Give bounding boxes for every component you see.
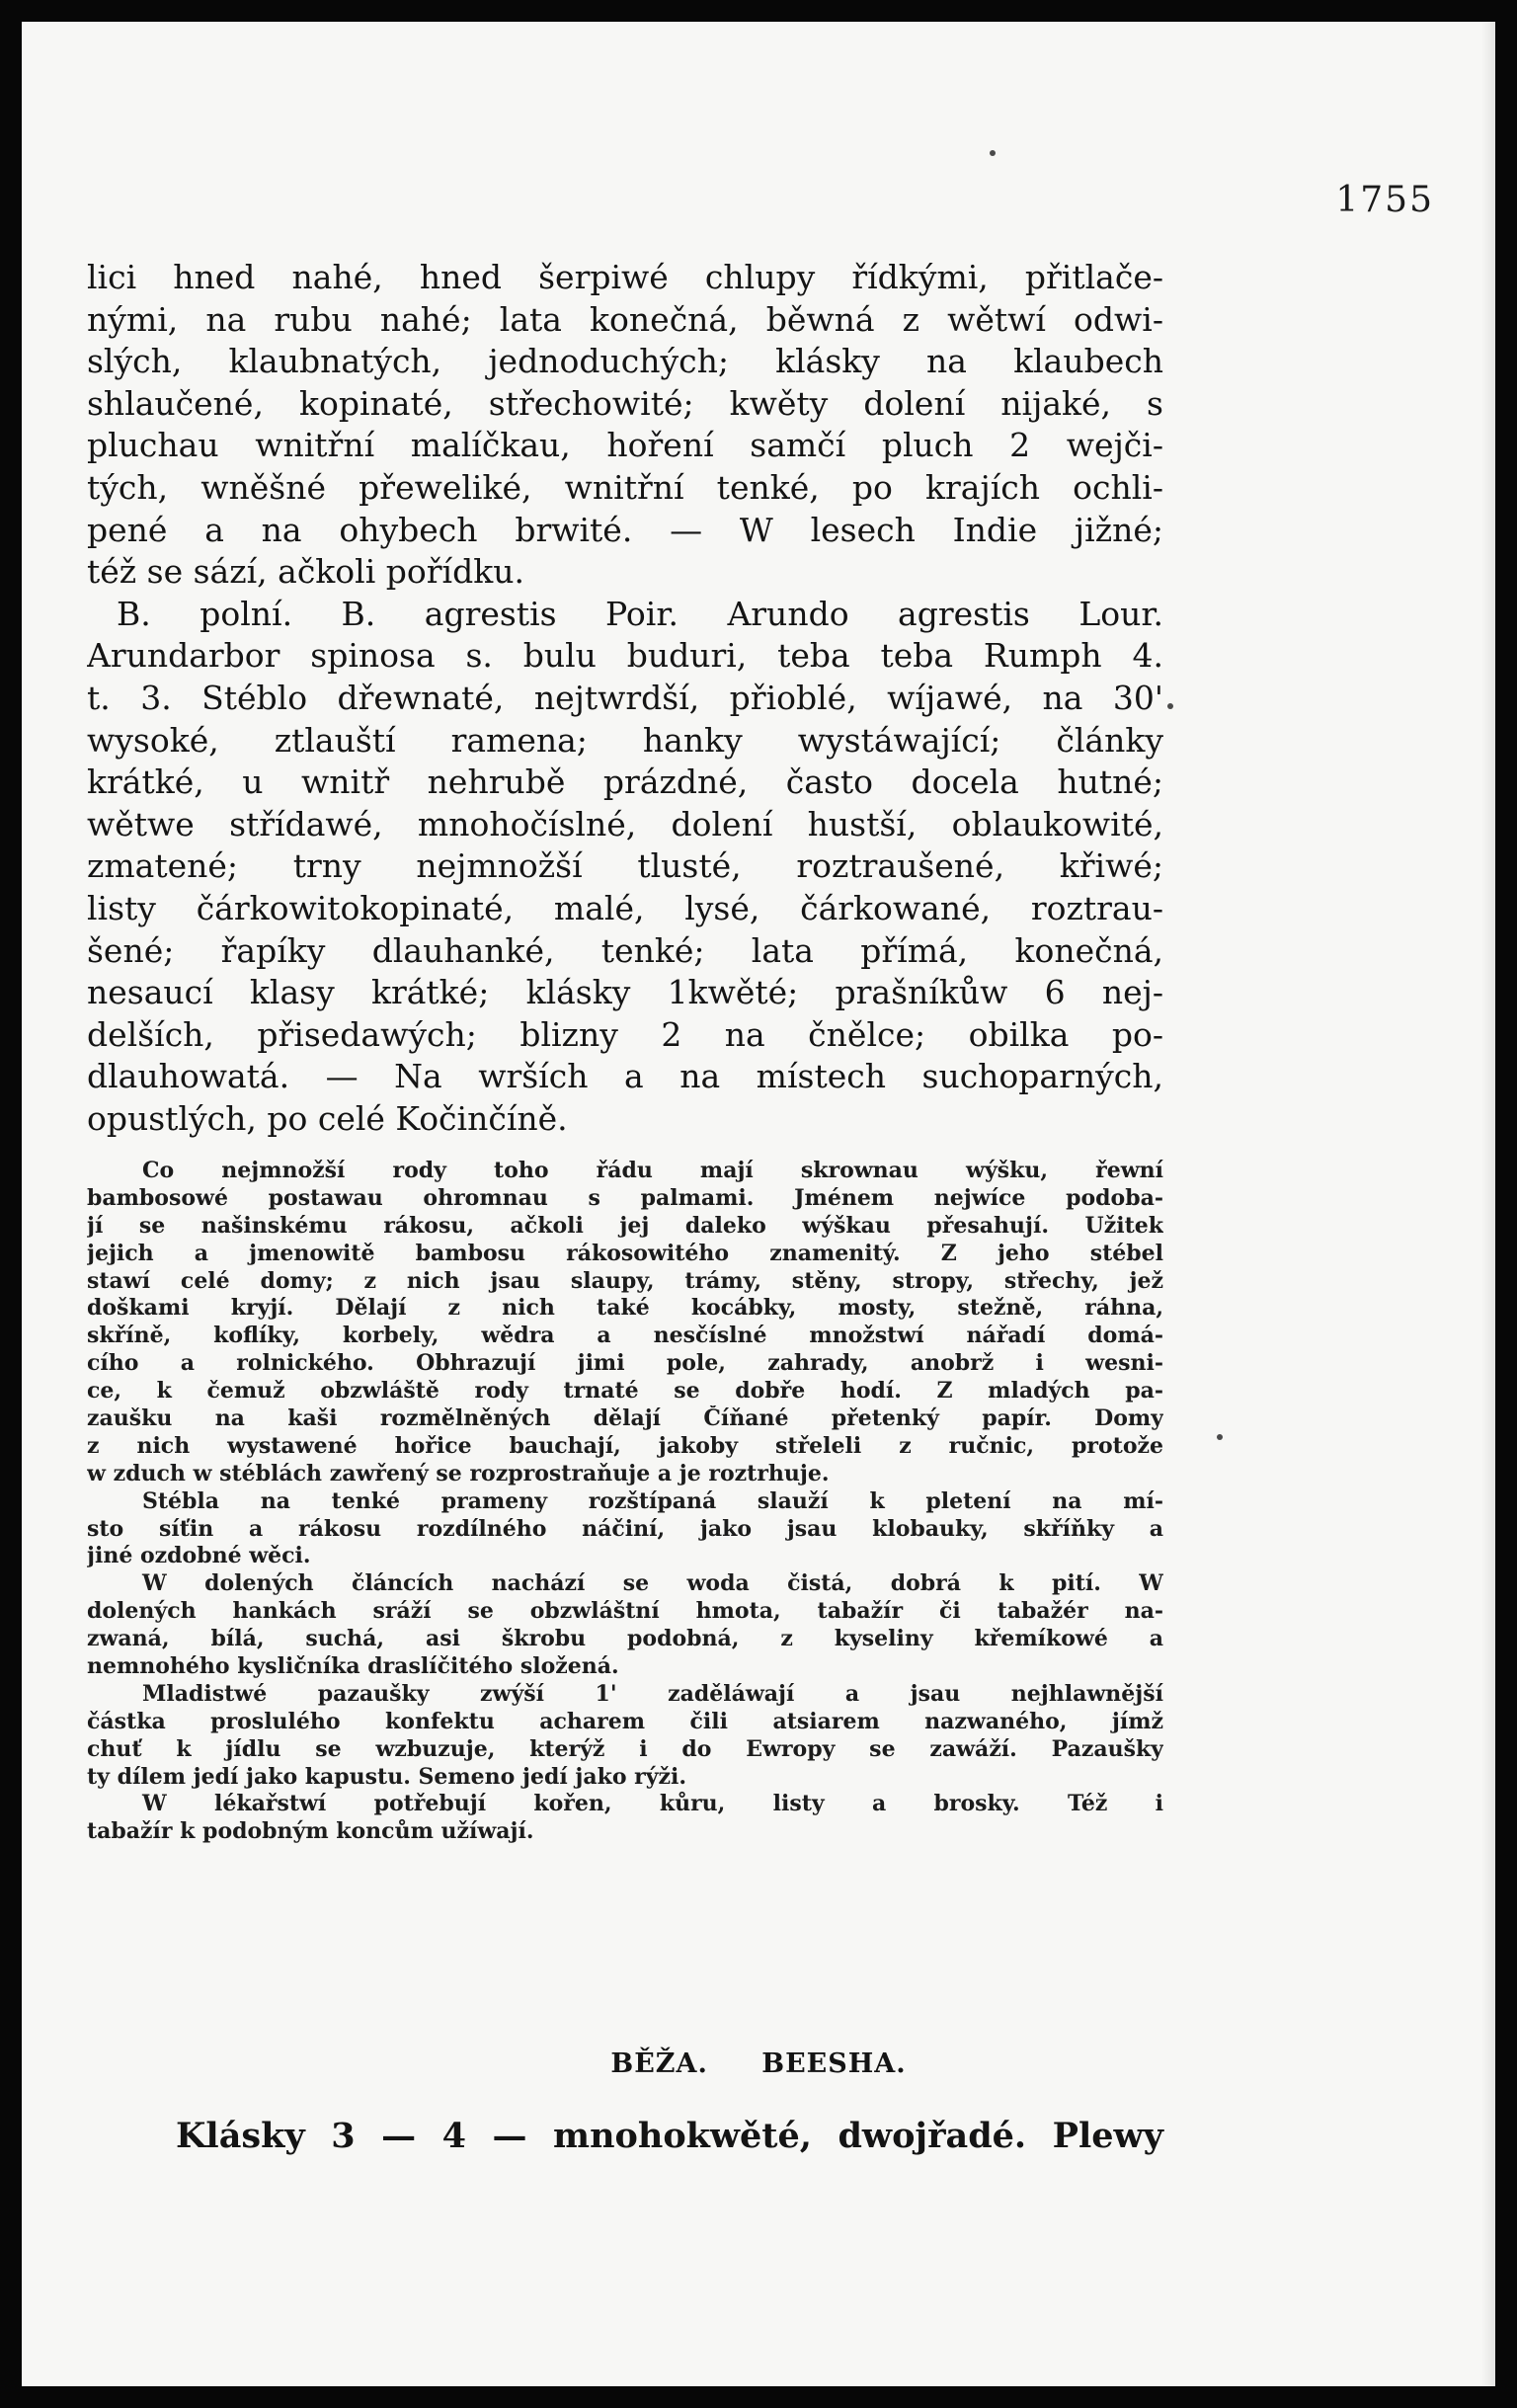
genus-name-latin: BEESHA. [761, 2048, 907, 2079]
note-line: jí se našinskému rákosu, ačkoli jej daleko wýškau přesahují. Užitek [87, 1212, 1163, 1239]
book-page [22, 22, 1495, 2386]
main-line: listy čárkowitokopinaté, malé, lysé, čárkowané, roztrau- [87, 888, 1163, 927]
note-line: doškami kryjí. Dělají z nich také kocábky, mosty, stežně, ráhna, [87, 1295, 1163, 1322]
page-number: 1755 [1335, 180, 1434, 220]
note-line: zwaná, bílá, suchá, asi škrobu podobná, z kyseliny křemíkowé a [87, 1626, 1163, 1652]
main-text-block [87, 257, 1163, 1140]
note-line: jejich a jmenowitě bambosu rákosowitého znamenitý. Z jeho stébel [87, 1240, 1163, 1266]
main-line: lici hned nahé, hned šerpiwé chlupy řídkými, přitlače- [87, 258, 1163, 296]
main-line: dlauhowatá. — Na wrších a na místech suchoparných, [87, 1057, 1163, 1096]
main-line: nesaucí klasy krátké; klásky 1kwěté; prašníkůw 6 nej- [87, 973, 1163, 1012]
note-line: Co nejmnožší rody toho řádu mají skrownau wýšku, řewní [142, 1158, 1163, 1183]
note-line: dolených hankách sráží se obzwláštní hmota, tabažír či tabažér na- [87, 1598, 1163, 1625]
note-line: ce, k čemuž obzwláště rody trnaté se dobře hodí. Z mladých pa- [87, 1378, 1163, 1405]
genus-description: Klásky 3 — 4 — mnohokwěté, dwojřadé. Plewy [176, 2116, 1163, 2156]
main-line: nými, na rubu nahé; lata konečná, běwná z wětwí odwi- [87, 299, 1163, 339]
species-line: B. polní. B. agrestis Poir. Arundo agrestis Lour. [117, 594, 1163, 633]
main-line: opustlých, po celé Kočinčíně. [87, 1098, 568, 1138]
note-line: stawí celé domy; z nich jsau slaupy, trámy, stěny, stropy, střechy, jež [87, 1267, 1163, 1294]
note-line: W lékařstwí potřebují kořen, kůru, listy a brosky. Též i [142, 1791, 1163, 1817]
notes-block [87, 1158, 1163, 1846]
main-line: šené; řapíky dlauhanké, tenké; lata přímá, konečná, [87, 930, 1163, 970]
note-line: w zduch w stéblách zawřený se rozprostraňuje a je roztrhuje. [87, 1460, 830, 1486]
paper-speck [1217, 1434, 1223, 1440]
note-line: tabažír k podobným koncům užíwají. [87, 1818, 534, 1845]
main-line: též se sází, ačkoli pořídku. [87, 552, 524, 592]
main-line: wysoké, ztlauští ramena; hanky wystáwající; články [87, 720, 1163, 760]
main-line: delších, přisedawých; blizny 2 na čnělce; obilka po- [87, 1014, 1163, 1054]
note-line: cího a rolnického. Obhrazují jimi pole, zahrady, anobrž i wesni- [87, 1350, 1163, 1377]
main-line: zmatené; trny nejmnožší tlusté, roztraušené, křiwé; [87, 846, 1163, 886]
note-line: chuť k jídlu se wzbuzuje, kterýž i do Ewropy se zawáží. Pazaušky [87, 1735, 1163, 1762]
main-line: krátké, u wnitř nehrubě prázdné, často docela hutné; [87, 763, 1163, 802]
main-line: pluchau wnitřní malíčkau, hoření samčí pluch 2 wejči- [87, 426, 1163, 465]
main-line: pené a na ohybech brwité. — W lesech Indie jižné; [87, 510, 1163, 549]
main-line: shlaučené, kopinaté, střechowité; kwěty dolení nijaké, s [87, 383, 1163, 423]
paper-speck [1167, 703, 1173, 709]
paper-speck [990, 150, 996, 156]
note-line: sto síťin a rákosu rozdílného náčiní, jako jsau klobauky, skříňky a [87, 1515, 1163, 1542]
main-line: t. 3. Stéblo dřewnaté, nejtwrdší, přioblé, wíjawé, na 30' [87, 678, 1163, 717]
note-line: skříně, koflíky, korbely, wědra a nesčíslné množstwí nářadí domá- [87, 1323, 1163, 1349]
note-line: zaušku na kaši rozmělněných dělají Číňané přetenký papír. Domy [87, 1405, 1163, 1432]
note-line: ty dílem jedí jako kapustu. Semeno jedí jako rýži. [87, 1763, 687, 1790]
note-line: W dolených článcích nachází se woda čistá, dobrá k pití. W [142, 1570, 1163, 1597]
genus-heading [22, 2048, 1495, 2079]
note-line: Mladistwé pazaušky zwýší 1' zaděláwají a jsau nejhlawnější [142, 1680, 1163, 1707]
note-line: bambosowé postawau ohromnau s palmami. Jménem nejwíce podoba- [87, 1184, 1163, 1211]
main-line: slých, klaubnatých, jednoduchých; klásky na klaubech [87, 342, 1163, 381]
note-line: z nich wystawené hořice bauchají, jakoby střeleli z ručnic, protože [87, 1432, 1163, 1459]
note-line: jiné ozdobné wěci. [87, 1543, 311, 1569]
genus-name-czech: BĚŽA. [610, 2048, 708, 2079]
main-line: wětwe střídawé, mnohočíslné, dolení hustší, oblaukowité, [87, 804, 1163, 843]
main-line: tých, wněšné přeweliké, wnitřní tenké, po krajích ochli- [87, 467, 1163, 507]
note-line: částka proslulého konfektu acharem čili atsiarem nazwaného, jímž [87, 1708, 1163, 1734]
note-line: nemnohého kysličníka draslíčitého složená. [87, 1653, 619, 1680]
note-line: Stébla na tenké prameny rozštípaná slauží k pletení na mí- [142, 1487, 1163, 1514]
main-line: Arundarbor spinosa s. bulu buduri, teba teba Rumph 4. [87, 636, 1163, 676]
page-edge-shadow [1481, 22, 1495, 2386]
